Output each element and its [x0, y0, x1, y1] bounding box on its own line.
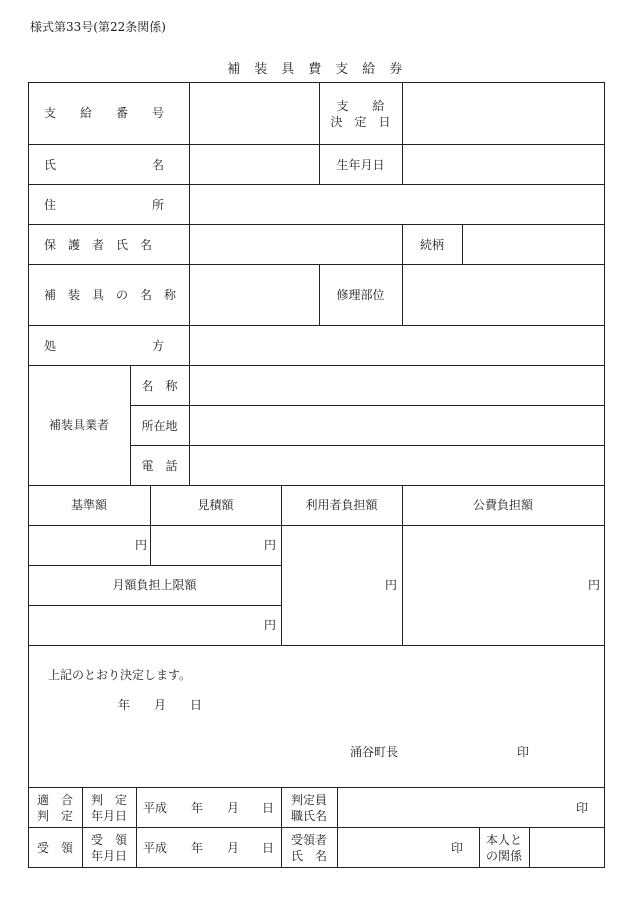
user-burden-label: 利用者負担額 — [305, 498, 378, 512]
guardian-name-label: 保 護 者 氏 名 — [44, 238, 153, 252]
user-burden-yen: 円 — [385, 578, 398, 592]
recipient-label-2: 氏 名 — [290, 849, 327, 863]
mayor-label: 涌谷町長 — [350, 745, 399, 759]
receipt-date-label-1: 受 領 — [90, 833, 127, 847]
judgment-date-label-2: 年月日 — [90, 809, 127, 823]
recipient-seal: 印 — [451, 841, 464, 855]
receipt-label: 受 領 — [36, 841, 73, 855]
public-burden-yen: 円 — [588, 578, 601, 592]
receipt-month: 月 — [227, 841, 240, 855]
judge-label-1: 判定員 — [290, 793, 327, 807]
monthly-cap-yen: 円 — [264, 618, 277, 632]
monthly-cap-label: 月額負担上限額 — [112, 578, 197, 592]
standard-amount-label: 基準額 — [70, 498, 107, 512]
decision-date-label-1: 支 給 — [336, 99, 385, 113]
judge-label-2: 職氏名 — [290, 809, 327, 823]
form-title: 補 装 具 費 支 給 券 — [227, 62, 403, 77]
decision-statement: 上記のとおり決定します。 — [48, 668, 192, 682]
relationship-label: 続柄 — [419, 238, 444, 252]
suitability-label-2: 判 定 — [36, 809, 73, 823]
suitability-label-1: 適 合 — [36, 793, 73, 807]
address-label: 住 所 — [44, 198, 165, 212]
receipt-date-label-2: 年月日 — [90, 849, 127, 863]
estimate-amount-label: 見積額 — [197, 498, 234, 512]
vendor-location-label: 所在地 — [141, 419, 178, 433]
estimate-amount-yen: 円 — [264, 538, 277, 552]
judgment-date-label-1: 判 定 — [90, 793, 127, 807]
judge-seal: 印 — [576, 801, 589, 815]
judgment-month: 月 — [227, 801, 240, 815]
relation-label-2: の関係 — [485, 849, 522, 863]
payment-number-label: 支 給 番 号 — [44, 106, 165, 120]
decision-date-ymd: 年 月 日 — [118, 698, 203, 712]
device-name-label: 補 装 具 の 名 称 — [44, 288, 177, 302]
receipt-year: 年 — [191, 841, 204, 855]
standard-amount-yen: 円 — [135, 538, 148, 552]
decision-date-label-2: 決 定 日 — [330, 115, 391, 129]
public-burden-label: 公費負担額 — [472, 498, 533, 512]
form-number: 様式第33号(第22条関係) — [30, 20, 166, 34]
name-label: 氏 名 — [44, 158, 165, 172]
judgment-day: 日 — [262, 801, 275, 815]
birth-date-label: 生年月日 — [336, 158, 385, 172]
receipt-era: 平成 — [143, 841, 168, 855]
vendor-label: 補装具業者 — [48, 418, 109, 432]
vendor-phone-label: 電 話 — [141, 459, 178, 473]
repair-part-label: 修理部位 — [336, 288, 385, 302]
mayor-seal: 印 — [517, 745, 530, 759]
vendor-name-label: 名 称 — [141, 379, 178, 393]
recipient-label-1: 受領者 — [290, 833, 327, 847]
prescription-label: 処 方 — [44, 339, 165, 353]
relation-label-1: 本人と — [485, 833, 522, 847]
receipt-day: 日 — [262, 841, 275, 855]
judgment-year: 年 — [191, 801, 204, 815]
judgment-era: 平成 — [143, 801, 168, 815]
